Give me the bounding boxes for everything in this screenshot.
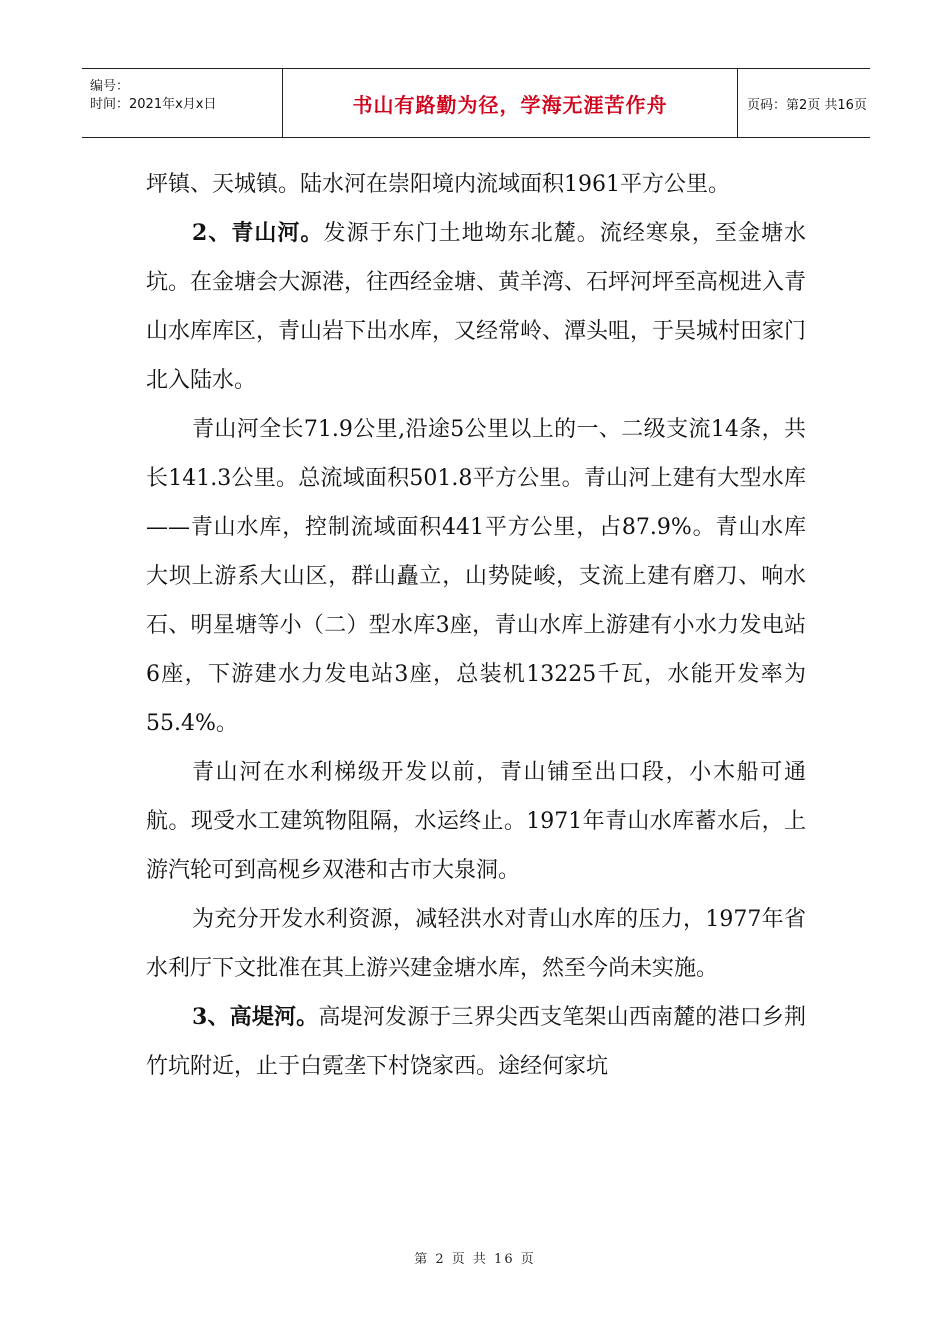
header-page-code: 页码：第2页 共16页 (747, 97, 867, 113)
section-heading: 2、青山河。 (192, 220, 324, 246)
paragraph-3 (146, 405, 806, 748)
paragraph-4 (146, 748, 806, 895)
paragraph-text: 坪镇、天城镇。陆水河在崇阳境内流域面积1961平方公里。 (146, 172, 730, 197)
paragraph-2 (146, 209, 806, 405)
header-page-cell (738, 69, 870, 137)
paragraph-text: 青山河全长71.9公里,沿途5公里以上的一、二级支流14条，共长141.3公里。总流域面积501.8平方公里。青山河上建有大型水库——青山水库，控制流域面积441平方公里，占87.9%。青山水库大坝上游系大山区，群山矗立，山势陡峻，支流上建有磨刀、响水石、明星塘等小（二）型水库3座，青山水库上游建有小水力发电站6座，下游建水力发电站3座，总装机13225千瓦，水能开发率为55.4%。 (146, 417, 806, 736)
paragraph-5 (146, 895, 806, 993)
paragraph-1 (146, 160, 806, 209)
header-meta-cell (82, 69, 283, 137)
header-motto: 书山有路勤为径，学海无涯苦作舟 (352, 92, 668, 117)
paragraph-text: 为充分开发水利资源，减轻洪水对青山水库的压力，1977年省水利厅下文批准在其上游兴建金塘水库，然至今尚未实施。 (146, 907, 806, 981)
paragraph-text: 发源于东门土地坳东北麓。流经寒泉，至金塘水坑。在金塘会大源港，往西经金塘、黄羊湾、石坪河坪至高枧进入青山水库库区，青山岩下出水库，又经常岭、潭头咀，于吴城村田家门北入陆水。 (146, 221, 807, 393)
paragraph-6 (146, 993, 806, 1091)
paragraph-text: 高堤河发源于三界尖西支笔架山西南麓的港口乡荆竹坑附近，止于白霓垄下村饶家西。途经何家坑 (146, 1005, 806, 1079)
document-body (146, 160, 806, 1091)
header-motto-cell (283, 69, 738, 137)
document-time-label: 时间：2021年x月x日 (90, 97, 217, 112)
page-header (82, 68, 870, 138)
paragraph-text: 青山河在水利梯级开发以前，青山铺至出口段，小木船可通航。现受水工建筑物阻隔，水运终止。1971年青山水库蓄水后，上游汽轮可到高枧乡双港和古市大泉洞。 (146, 760, 806, 883)
document-number-label: 编号： (90, 79, 130, 94)
section-heading: 3、高堤河。 (192, 1004, 319, 1030)
page-footer: 第 2 页 共 16 页 (414, 1252, 536, 1267)
